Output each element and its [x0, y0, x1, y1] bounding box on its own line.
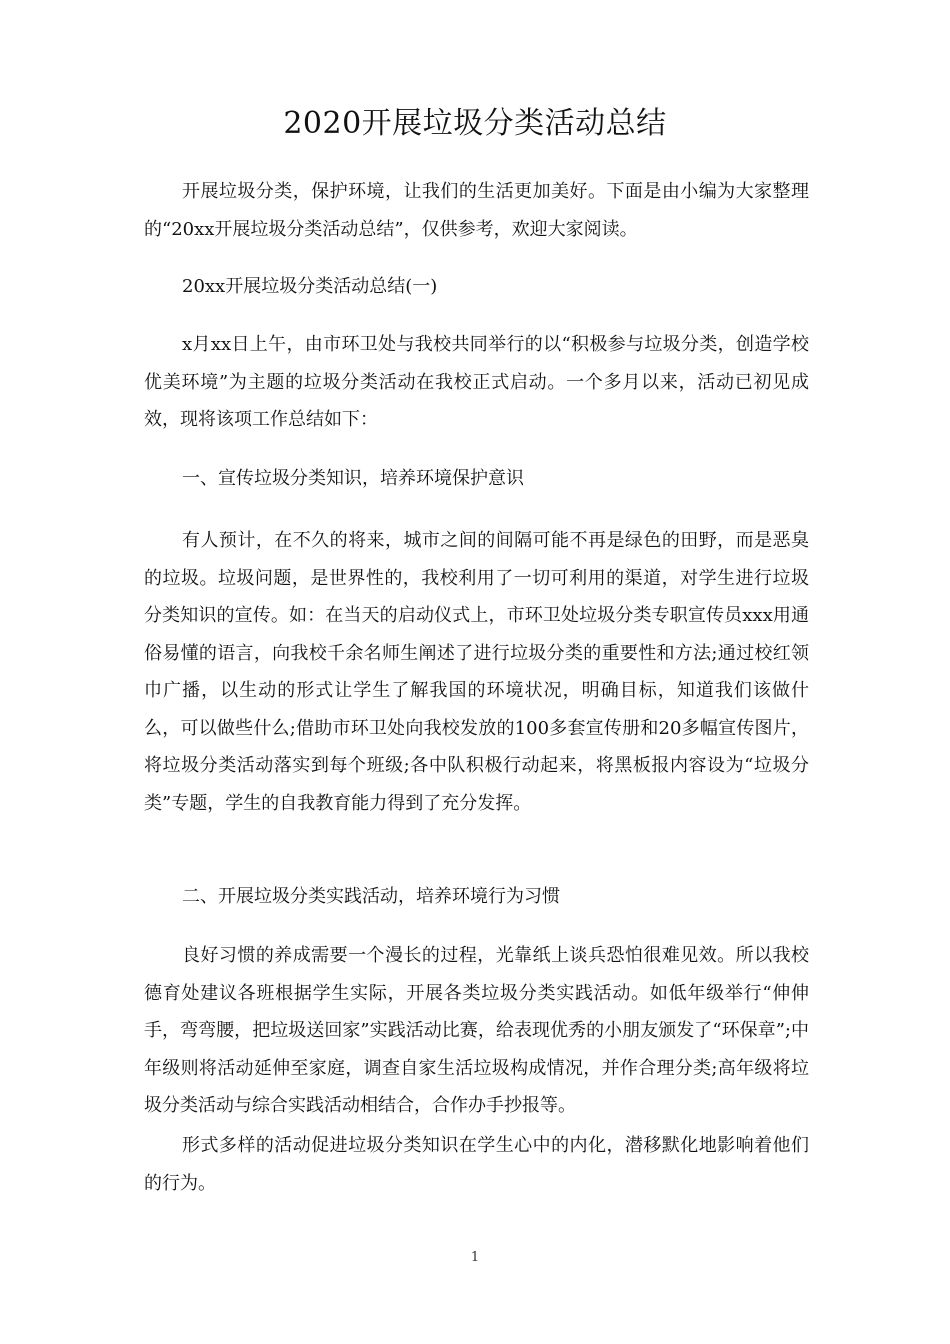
page-number: 1	[470, 1250, 480, 1265]
body-paragraph-launch: x月xx日上午，由市环卫处与我校共同举行的以“积极参与垃圾分类，创造学校优美环境”为主题的垃圾分类活动在我校正式启动。一个多月以来，活动已初见成效，现将该项工作总结如下：	[144, 334, 809, 430]
section-heading-part-one: 20xx开展垃圾分类活动总结(一)	[182, 276, 438, 297]
body-paragraph-practice: 良好习惯的养成需要一个漫长的过程，光靠纸上谈兵恐怕很难见效。所以我校德育处建议各班根据学生实际，开展各类垃圾分类实践活动。如低年级举行“伸伸手，弯弯腰，把垃圾送回家”实践活动比赛，给表现优秀的小朋友颁发了“环保章”;中年级则将活动延伸至家庭，调查自家生活垃圾构成情况，并作合理分类;高年级将垃圾分类活动与综合实践活动相结合，合作办手抄报等。	[144, 945, 809, 1116]
subheading-publicity: 一、宣传垃圾分类知识，培养环境保护意识	[182, 468, 524, 489]
body-paragraph-conclusion: 形式多样的活动促进垃圾分类知识在学生心中的内化，潜移默化地影响着他们的行为。	[144, 1135, 809, 1194]
body-paragraph-publicity: 有人预计，在不久的将来，城市之间的间隔可能不再是绿色的田野，而是恶臭的垃圾。垃圾问题，是世界性的，我校利用了一切可利用的渠道，对学生进行垃圾分类知识的宣传。如：在当天的启动仪式上，市环卫处垃圾分类专职宣传员xxx用通俗易懂的语言，向我校千余名师生阐述了进行垃圾分类的重要性和方法;通过校红领巾广播，以生动的形式让学生了解我国的环境状况，明确目标，知道我们该做什么，可以做些什么;借助市环卫处向我校发放的100多套宣传册和20多幅宣传图片，将垃圾分类活动落实到每个班级;各中队积极行动起来，将黑板报内容设为“垃圾分类”专题，学生的自我教育能力得到了充分发挥。	[144, 530, 809, 814]
intro-paragraph: 开展垃圾分类，保护环境，让我们的生活更加美好。下面是由小编为大家整理的“20xx开展垃圾分类活动总结”，仅供参考，欢迎大家阅读。	[144, 181, 809, 240]
document-title: 2020开展垃圾分类活动总结	[283, 106, 667, 141]
subheading-practice: 二、开展垃圾分类实践活动，培养环境行为习惯	[182, 886, 560, 907]
